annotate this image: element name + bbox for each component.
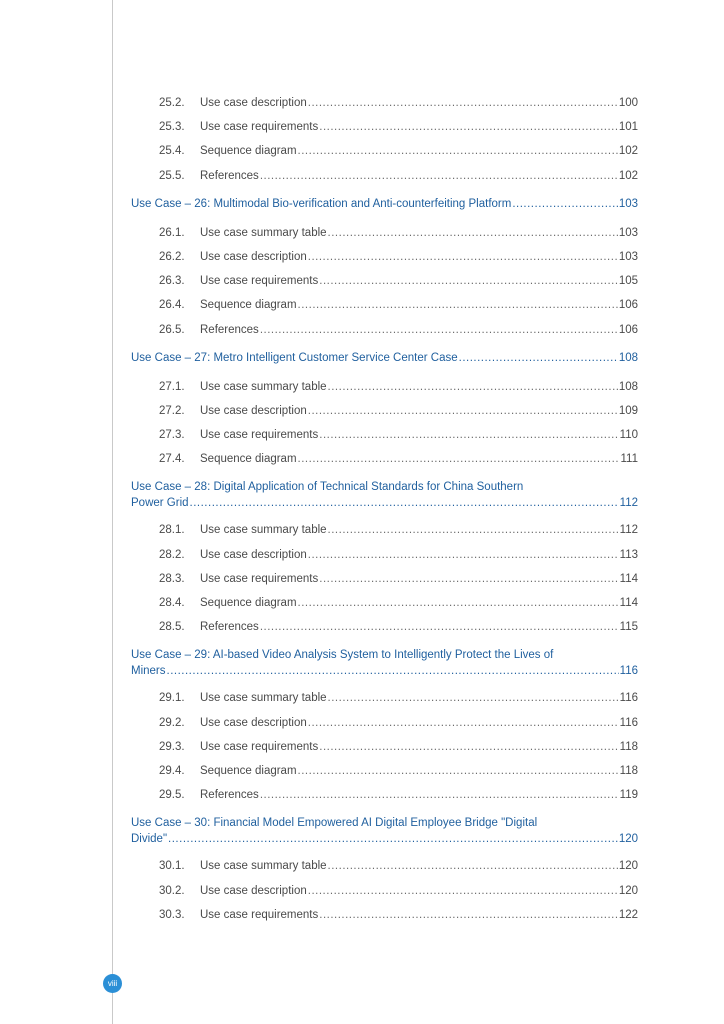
dot-leader — [319, 740, 618, 754]
toc-entry[interactable] — [131, 620, 638, 644]
dot-leader — [319, 120, 618, 134]
toc-entry-page: 106 — [618, 323, 638, 336]
dot-leader — [298, 764, 619, 778]
toc-heading[interactable] — [131, 197, 638, 211]
toc-entry[interactable] — [131, 144, 638, 168]
toc-heading-page: 116 — [619, 665, 638, 678]
toc-entry-number: 27.2. — [159, 404, 185, 417]
toc-entry[interactable] — [131, 169, 638, 193]
toc-entry-title: Sequence diagram — [200, 299, 297, 312]
toc-entry-number: 27.1. — [159, 380, 185, 393]
toc-entry-number: 26.4. — [159, 299, 185, 312]
dot-leader — [328, 691, 619, 705]
dot-leader — [167, 664, 619, 678]
toc-entry-page: 116 — [619, 716, 638, 729]
toc-entry[interactable] — [131, 596, 638, 620]
dot-leader — [319, 572, 618, 586]
dot-leader — [319, 428, 618, 442]
toc-entry[interactable] — [131, 884, 638, 908]
toc-entry-number: 28.4. — [159, 597, 185, 609]
toc-entry-title: Use case summary table — [200, 226, 327, 239]
toc-entry[interactable] — [131, 908, 638, 932]
toc-entry-title: Use case description — [200, 548, 307, 561]
dot-leader — [328, 523, 619, 537]
dot-leader — [308, 404, 618, 418]
toc-entry-title: Use case requirements — [200, 275, 319, 288]
toc-heading[interactable] — [131, 479, 638, 510]
toc-heading-title: Use Case – 27: Metro Intelligent Customer Service Center Case — [131, 351, 458, 364]
toc-entry-title: References — [200, 169, 259, 182]
toc-entry-title: Sequence diagram — [200, 597, 297, 609]
dot-leader — [260, 323, 618, 337]
toc-entry-page: 119 — [619, 789, 638, 802]
toc-entry-title: Use case description — [200, 97, 307, 109]
toc-entry-page: 114 — [619, 572, 638, 585]
toc-entry-number: 30.3. — [159, 908, 185, 921]
dot-leader — [260, 620, 619, 634]
toc-entry-title: Use case requirements — [200, 740, 319, 753]
toc-entry-number: 28.5. — [159, 621, 185, 634]
toc-entry-title: Use case summary table — [200, 860, 327, 873]
toc-entry[interactable] — [131, 452, 638, 476]
toc-entry[interactable] — [131, 740, 638, 764]
toc-entry-page: 105 — [618, 275, 638, 288]
toc-entry[interactable] — [131, 404, 638, 428]
toc-entry-number: 27.4. — [159, 453, 185, 466]
toc-heading-title-line2: Power Grid — [131, 497, 189, 510]
toc-entry-page: 116 — [619, 692, 638, 705]
toc-entry[interactable] — [131, 572, 638, 596]
toc-entry-page: 114 — [619, 597, 638, 609]
toc-entry-number: 28.3. — [159, 572, 185, 585]
toc-entry[interactable] — [131, 380, 638, 404]
dot-leader — [328, 380, 618, 394]
toc-entry-number: 26.2. — [159, 250, 185, 263]
toc-entry-title: Sequence diagram — [200, 145, 297, 158]
toc-entry-number: 28.2. — [159, 548, 185, 561]
toc-entry[interactable] — [131, 788, 638, 812]
dot-leader — [328, 226, 618, 240]
toc-entry-page: 103 — [618, 226, 638, 239]
toc-entry-page: 106 — [618, 299, 638, 312]
toc-entry[interactable] — [131, 274, 638, 298]
toc-entry-number: 25.5. — [159, 169, 185, 182]
toc-entry-number: 26.1. — [159, 226, 185, 239]
toc-heading-title-line1: Use Case – 29: AI-based Video Analysis System to Intelligently Protect the Lives of — [131, 649, 554, 662]
toc-entry-page: 100 — [618, 97, 638, 109]
toc-entry-page: 112 — [619, 524, 638, 537]
toc-entry[interactable] — [131, 716, 638, 740]
toc-entry[interactable] — [131, 428, 638, 452]
toc-entry-number: 25.4. — [159, 145, 185, 158]
dot-leader — [308, 716, 619, 730]
page-number-badge: viii — [103, 974, 122, 993]
toc-entry-title: References — [200, 789, 259, 802]
toc-entry-title: Use case summary table — [200, 380, 327, 393]
toc-entry-title: Use case summary table — [200, 692, 327, 705]
toc-entry[interactable] — [131, 859, 638, 883]
toc-entry-number: 29.5. — [159, 789, 185, 802]
dot-leader — [168, 832, 618, 846]
toc-entry-title: Use case requirements — [200, 572, 319, 585]
toc-entry-number: 26.5. — [159, 323, 185, 336]
dot-leader — [308, 96, 618, 110]
toc-entry-title: Use case requirements — [200, 908, 319, 921]
table-of-contents — [131, 96, 638, 932]
toc-entry-page: 109 — [618, 404, 638, 417]
dot-leader — [308, 548, 619, 562]
toc-entry-title: Use case description — [200, 716, 307, 729]
toc-heading-page: 108 — [618, 351, 638, 364]
toc-entry-title: Use case requirements — [200, 121, 319, 134]
toc-entry-page: 103 — [618, 250, 638, 263]
toc-heading[interactable] — [131, 351, 638, 365]
toc-entry[interactable] — [131, 323, 638, 347]
page-margin-line — [112, 0, 113, 1024]
dot-leader — [298, 144, 618, 158]
toc-entry-title: Sequence diagram — [200, 453, 297, 466]
toc-entry-page: 110 — [619, 429, 638, 442]
toc-entry-page: 102 — [618, 169, 638, 182]
toc-entry[interactable] — [131, 691, 638, 715]
dot-leader — [328, 859, 618, 873]
toc-entry[interactable] — [131, 523, 638, 547]
toc-heading-title-line1: Use Case – 28: Digital Application of Technical Standards for China Southern — [131, 481, 524, 494]
dot-leader — [260, 169, 618, 183]
toc-entry-title: References — [200, 621, 259, 634]
toc-heading-page: 120 — [618, 833, 638, 846]
toc-entry-number: 25.3. — [159, 121, 185, 134]
toc-heading-page: 103 — [618, 197, 638, 210]
toc-entry[interactable] — [131, 298, 638, 322]
toc-entry-number: 29.2. — [159, 716, 185, 729]
toc-entry-page: 122 — [618, 908, 638, 921]
toc-heading-title-line1: Use Case – 30: Financial Model Empowered AI Digital Employee Bridge "Digital — [131, 817, 538, 830]
dot-leader — [298, 596, 619, 610]
toc-entry-page: 101 — [618, 121, 638, 134]
toc-entry-title: Sequence diagram — [200, 764, 297, 777]
dot-leader — [512, 197, 617, 211]
toc-entry-page: 120 — [618, 884, 638, 897]
toc-entry[interactable] — [131, 226, 638, 250]
toc-entry-number: 30.1. — [159, 860, 185, 873]
dot-leader — [308, 884, 618, 898]
toc-entry[interactable] — [131, 120, 638, 144]
toc-entry[interactable] — [131, 764, 638, 788]
toc-entry-number: 29.1. — [159, 692, 185, 705]
toc-entry-page: 102 — [618, 145, 638, 158]
dot-leader — [298, 452, 620, 466]
dot-leader — [190, 496, 619, 510]
toc-entry-number: 29.4. — [159, 764, 185, 777]
toc-entry-page: 108 — [618, 380, 638, 393]
toc-entry-page: 120 — [618, 860, 638, 873]
toc-heading-page: 112 — [619, 497, 638, 510]
toc-heading-title-line2: Divide" — [131, 833, 168, 846]
toc-entry-title: Use case summary table — [200, 524, 327, 537]
toc-entry-number: 25.2. — [159, 97, 185, 109]
toc-entry-number: 30.2. — [159, 884, 185, 897]
dot-leader — [260, 788, 619, 802]
toc-entry[interactable] — [131, 96, 638, 120]
toc-entry-page: 118 — [619, 740, 638, 753]
toc-entry-number: 28.1. — [159, 524, 185, 537]
toc-entry-number: 26.3. — [159, 275, 185, 288]
toc-entry[interactable] — [131, 250, 638, 274]
toc-entry-title: Use case description — [200, 404, 307, 417]
toc-heading[interactable] — [131, 647, 638, 678]
toc-entry-page: 115 — [619, 621, 638, 634]
toc-entry[interactable] — [131, 548, 638, 572]
toc-entry-page: 113 — [619, 548, 638, 561]
dot-leader — [459, 351, 618, 365]
dot-leader — [308, 250, 618, 264]
toc-entry-page: 111 — [620, 453, 638, 466]
toc-entry-number: 29.3. — [159, 740, 185, 753]
toc-entry-title: Use case requirements — [200, 429, 319, 442]
toc-heading-title: Use Case – 26: Multimodal Bio-verification and Anti-counterfeiting Platform — [131, 197, 512, 210]
toc-entry-number: 27.3. — [159, 429, 185, 442]
dot-leader — [319, 908, 618, 922]
dot-leader — [298, 298, 618, 312]
toc-heading-title-line2: Miners — [131, 665, 166, 678]
toc-entry-title: Use case description — [200, 884, 307, 897]
toc-entry-title: Use case description — [200, 250, 307, 263]
toc-entry-page: 118 — [619, 764, 638, 777]
dot-leader — [319, 274, 618, 288]
toc-entry-title: References — [200, 323, 259, 336]
toc-heading[interactable] — [131, 815, 638, 846]
